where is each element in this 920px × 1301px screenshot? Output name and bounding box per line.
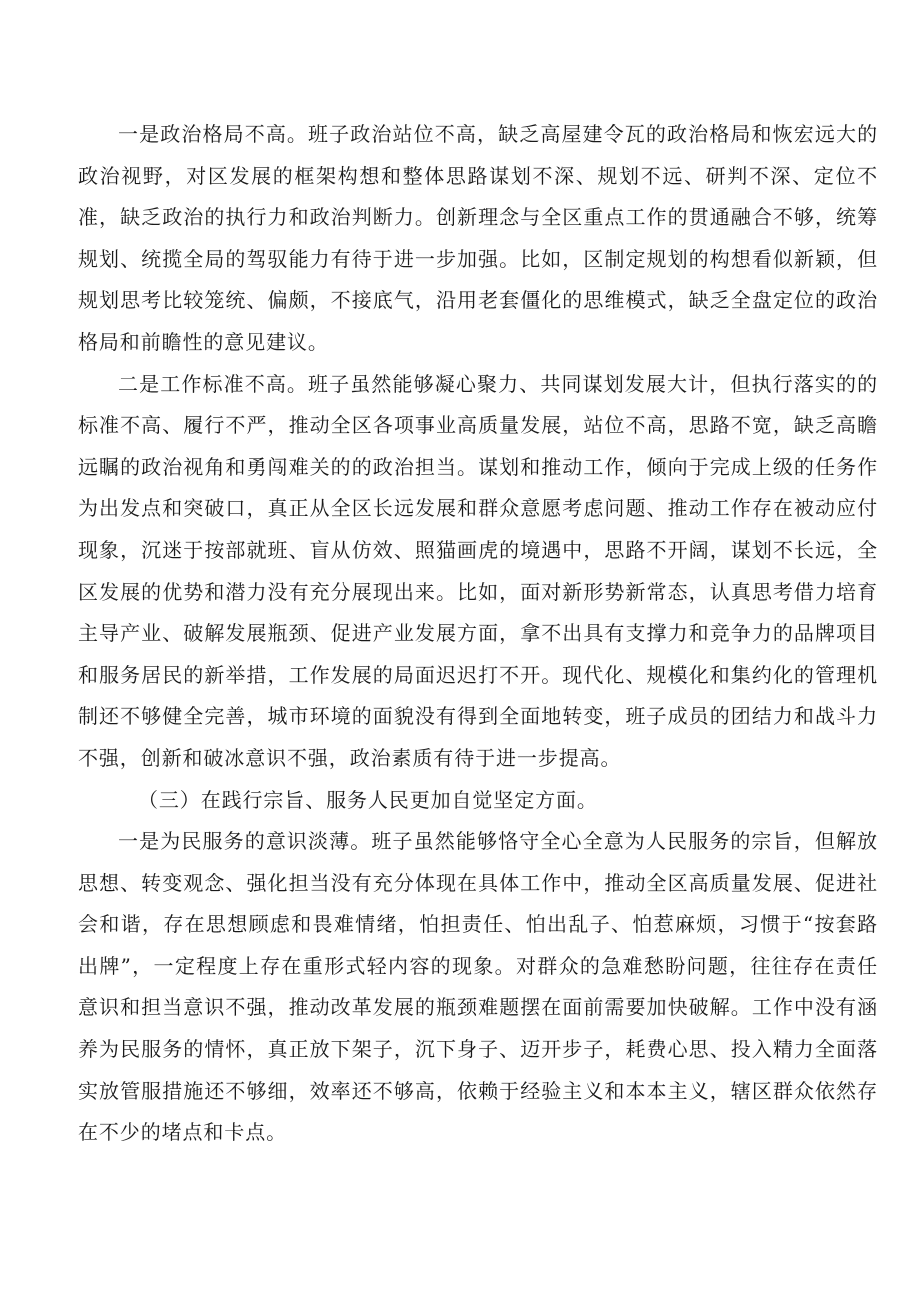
paragraph-work-standard: 二是工作标准不高。班子虽然能够凝心聚力、共同谋划发展大计，但执行落实的的标准不高、履行不严，推动全区各项事业高质量发展，站位不高，思路不宽，缺乏高瞻远瞩的政治视角和勇闯难关的的政治担当。谋划和推动工作，倾向于完成上级的任务作为出发点和突破口，真正从全区长远发展和群众意愿考虑问题、推动工作存在被动应付现象，沉迷于按部就班、盲从仿效、照猫画虎的境遇中，思路不开阔，谋划不长远，全区发展的优势和潜力没有充分展现出来。比如，面对新形势新常态，认真思考借力培育主导产业、破解发展瓶颈、促进产业发展方面，拿不出具有支撑力和竞争力的品牌项目和服务居民的新举措，工作发展的局面迟迟打不开。现代化、规模化和集约化的管理机制还不够健全完善，城市环境的面貌没有得到全面地转变，班子成员的团结力和战斗力不强，创新和破冰意识不强，政治素质有待于进一步提高。 bbox=[78, 371, 878, 770]
paragraph-political-pattern: 一是政治格局不高。班子政治站位不高，缺乏高屋建令瓦的政治格局和恢宏远大的政治视野，对区发展的框架构想和整体思路谋划不深、规划不远、研判不深、定位不准，缺乏政治的执行力和政治判断力。创新理念与全区重点工作的贯通融合不够，统筹规划、统揽全局的驾驭能力有待于进一步加强。比如，区制定规划的构想看似新颖，但规划思考比较笼统、偏颇，不接底气，沿用老套僵化的思维模式，缺乏全盘定位的政治格局和前瞻性的意见建议。 bbox=[78, 122, 878, 354]
document-body bbox=[78, 114, 878, 1154]
paragraph-service-awareness: 一是为民服务的意识淡薄。班子虽然能够恪守全心全意为人民服务的宗旨，但解放思想、转变观念、强化担当没有充分体现在具体工作中，推动全区高质量发展、促进社会和谐，存在思想顾虑和畏难情绪，怕担责任、怕出乱子、怕惹麻烦，习惯于“按套路出牌”，一定程度上存在重形式轻内容的现象。对群众的急难愁盼问题，往往存在责任意识和担当意识不强，推动改革发展的瓶颈难题摆在面前需要加快破解。工作中没有涵养为民服务的情怀，真正放下架子，沉下身子、迈开步子，耗费心思、投入精力全面落实放管服措施还不够细，效率还不够高，依赖于经验主义和本本主义，辖区群众依然存在不少的堵点和卡点。 bbox=[78, 829, 878, 1145]
section-heading-serving-people: （三）在践行宗旨、服务人民更加自觉坚定方面。 bbox=[138, 787, 598, 812]
